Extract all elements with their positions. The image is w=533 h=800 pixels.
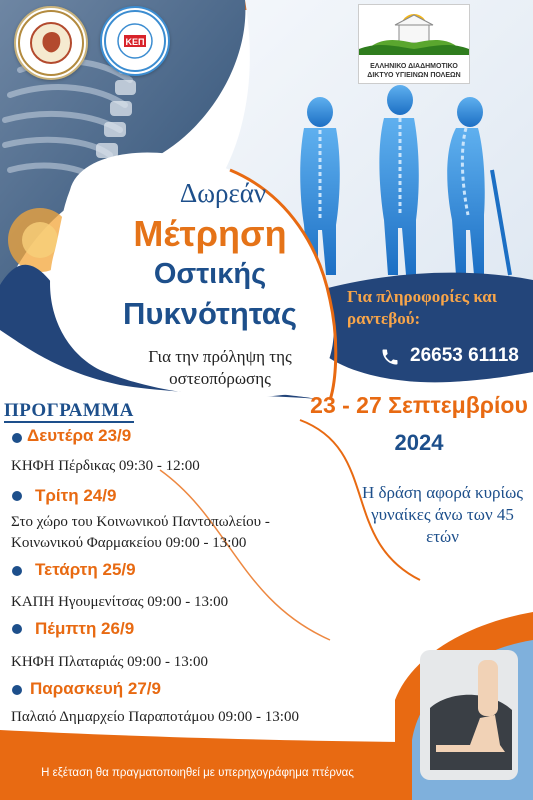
bullet-icon [12, 624, 22, 634]
footer-note: Η εξέταση θα πραγματοποιηθεί με υπερηχογράφημα πτέρνας [41, 767, 354, 779]
bullet-icon [12, 685, 22, 695]
title-bone: Οστικής [153, 258, 267, 290]
bullet-icon [12, 566, 22, 576]
program-place-2: Στο χώρο του Κοινωνικού Παντοπωλείου - Κοινωνικού Φαρμακείου 09:00 - 13:00 [11, 514, 270, 551]
program-place-3: ΚΑΠΗ Ηγουμενίτσας 09:00 - 13:00 [11, 594, 229, 610]
municipality-logo [14, 6, 88, 80]
target-audience-text: Η δράση αφορά κυρίως γυναίκες άνω των 45 ετών [361, 483, 524, 546]
date-year: 2024 [394, 430, 444, 455]
network-logo-text-2: ΔΙΚΤΥΟ ΥΓΙΕΙΝΩΝ ΠΟΛΕΩΝ [367, 72, 461, 79]
program-day-1: Δευτέρα 23/9 [27, 426, 132, 445]
program-day-5: Παρασκευή 27/9 [30, 679, 161, 698]
phone-number[interactable]: 26653 61118 [410, 345, 519, 366]
date-range: 23 - 27 Σεπτεμβρίου [310, 392, 528, 418]
prevention-subtitle: Για την πρόληψη της οστεοπόρωσης [148, 347, 292, 388]
program-title: ΠΡΟΓΡΑΜΜΑ [4, 400, 134, 421]
program-day-4: Πέμπτη 26/9 [35, 619, 135, 638]
phone-icon [380, 347, 400, 367]
program-day-2: Τρίτη 24/9 [35, 486, 117, 505]
program-place-5: Παλαιό Δημαρχείο Παραποτάμου 09:00 - 13:00 [11, 709, 299, 725]
bullet-icon [12, 491, 22, 501]
bullet-icon [12, 433, 22, 443]
kep-logo [100, 6, 170, 76]
program-day-3: Τετάρτη 25/9 [35, 560, 136, 579]
title-free: Δωρεάν [179, 178, 267, 208]
title-measurement: Μέτρηση [133, 213, 287, 254]
healthy-cities-network-logo [358, 4, 470, 84]
network-logo-text-1: ΕΛΛΗΝΙΚΟ ΔΙΑΔΗΜΟΤΙΚΟ [370, 63, 458, 70]
program-place-4: ΚΗΦΗ Πλαταριάς 09:00 - 13:00 [11, 654, 208, 670]
title-density: Πυκνότητας [123, 296, 297, 331]
info-label: Για πληροφορίες και ραντεβού: [347, 287, 498, 328]
kep-badge-text: ΚΕΠ [125, 37, 145, 47]
program-place-1: ΚΗΦΗ Πέρδικας 09:30 - 12:00 [11, 458, 200, 474]
